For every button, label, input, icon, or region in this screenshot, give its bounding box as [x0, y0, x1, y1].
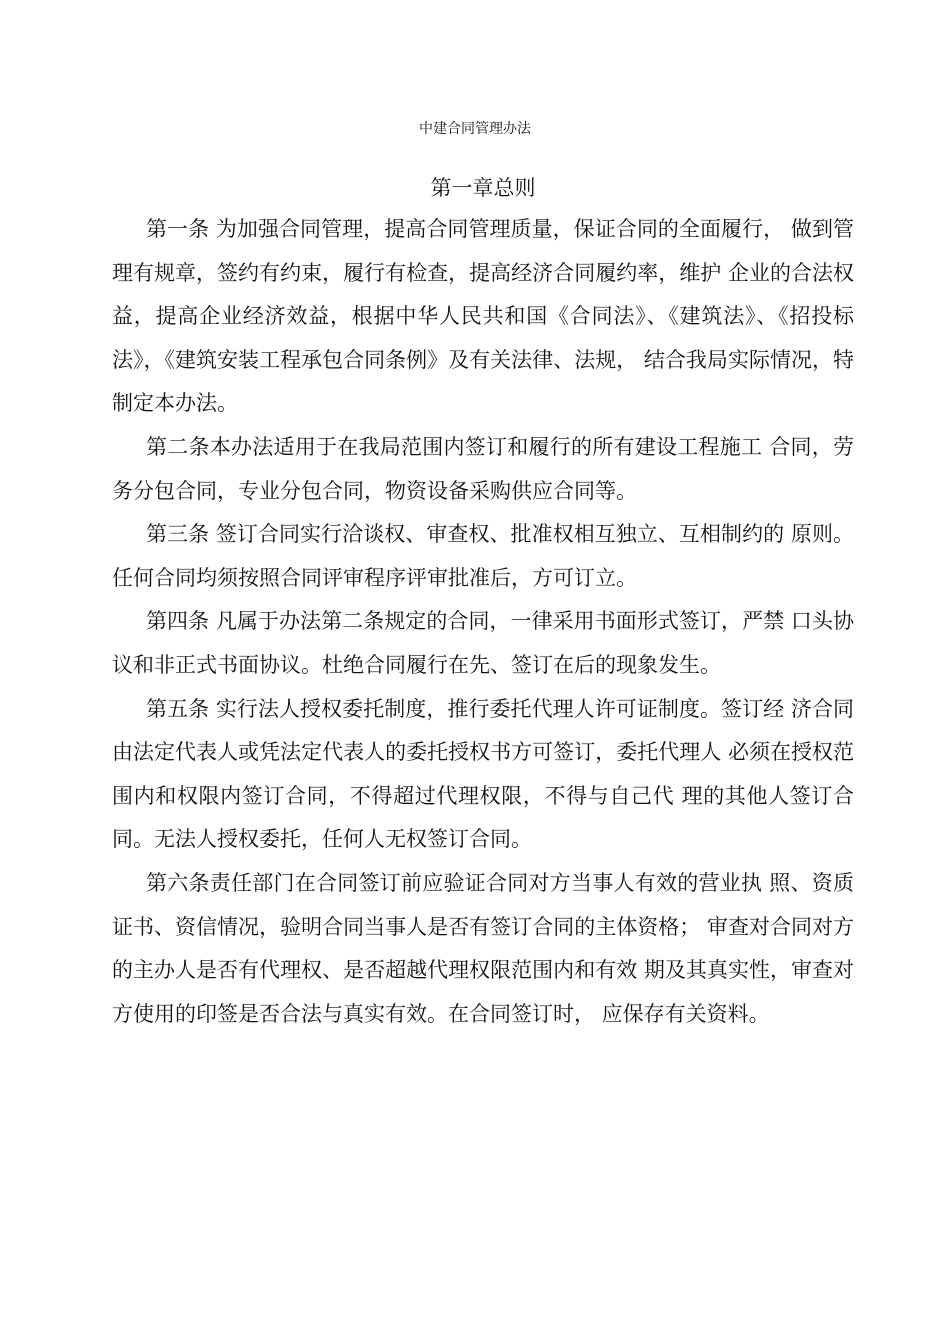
article-5-paragraph: 第五条 实行法人授权委托制度，推行委托代理人许可证制度。签订经 济合同由法定代表人或凭法定代表人的委托授权书方可签订，委托代理人 必须在授权范围内和权限内签订合同，不得超过代理权限，不得与自己代 理的其他人签订合同。无法人授权委托，任何人无权签订合同。: [112, 696, 854, 852]
chapter-heading: 第一章总则: [430, 176, 536, 200]
document-title: 中建合同管理办法: [419, 121, 531, 137]
article-6-paragraph: 第六条责任部门在合同签订前应验证合同对方当事人有效的营业执 照、资质证书、资信情况，验明合同当事人是否有签订合同的主体资格； 审查对合同对方的主办人是否有代理权、是否超越代理权限范围内和有效 期及其真实性，审查对方使用的印签是否合法与真实有效。在合同签订时， 应保存有关资料。: [112, 870, 854, 1026]
article-2-paragraph: 第二条本办法适用于在我局范围内签订和履行的所有建设工程施工 合同，劳务分包合同，专业分包合同，物资设备采购供应合同等。: [112, 434, 854, 503]
article-4-paragraph: 第四条 凡属于办法第二条规定的合同，一律采用书面形式签订，严禁 口头协议和非正式书面协议。杜绝合同履行在先、签订在后的现象发生。: [112, 609, 854, 677]
article-3-paragraph: 第三条 签订合同实行洽谈权、审查权、批准权相互独立、互相制约的 原则。任何合同均须按照合同评审程序评审批准后，方可订立。: [112, 522, 854, 590]
document-body: [112, 208, 854, 1036]
article-1-paragraph: 第一条 为加强合同管理，提高合同管理质量，保证合同的全面履行， 做到管理有规章，签约有约束，履行有检查，提高经济合同履约率，维护 企业的合法权益，提高企业经济效益，根据中华人民共和国《合同法》、《建筑法》、《招投标法》，《建筑安装工程承包合同条例》及有关法律、法规， 结合我局实际情况，特制定本办法。: [112, 217, 854, 416]
